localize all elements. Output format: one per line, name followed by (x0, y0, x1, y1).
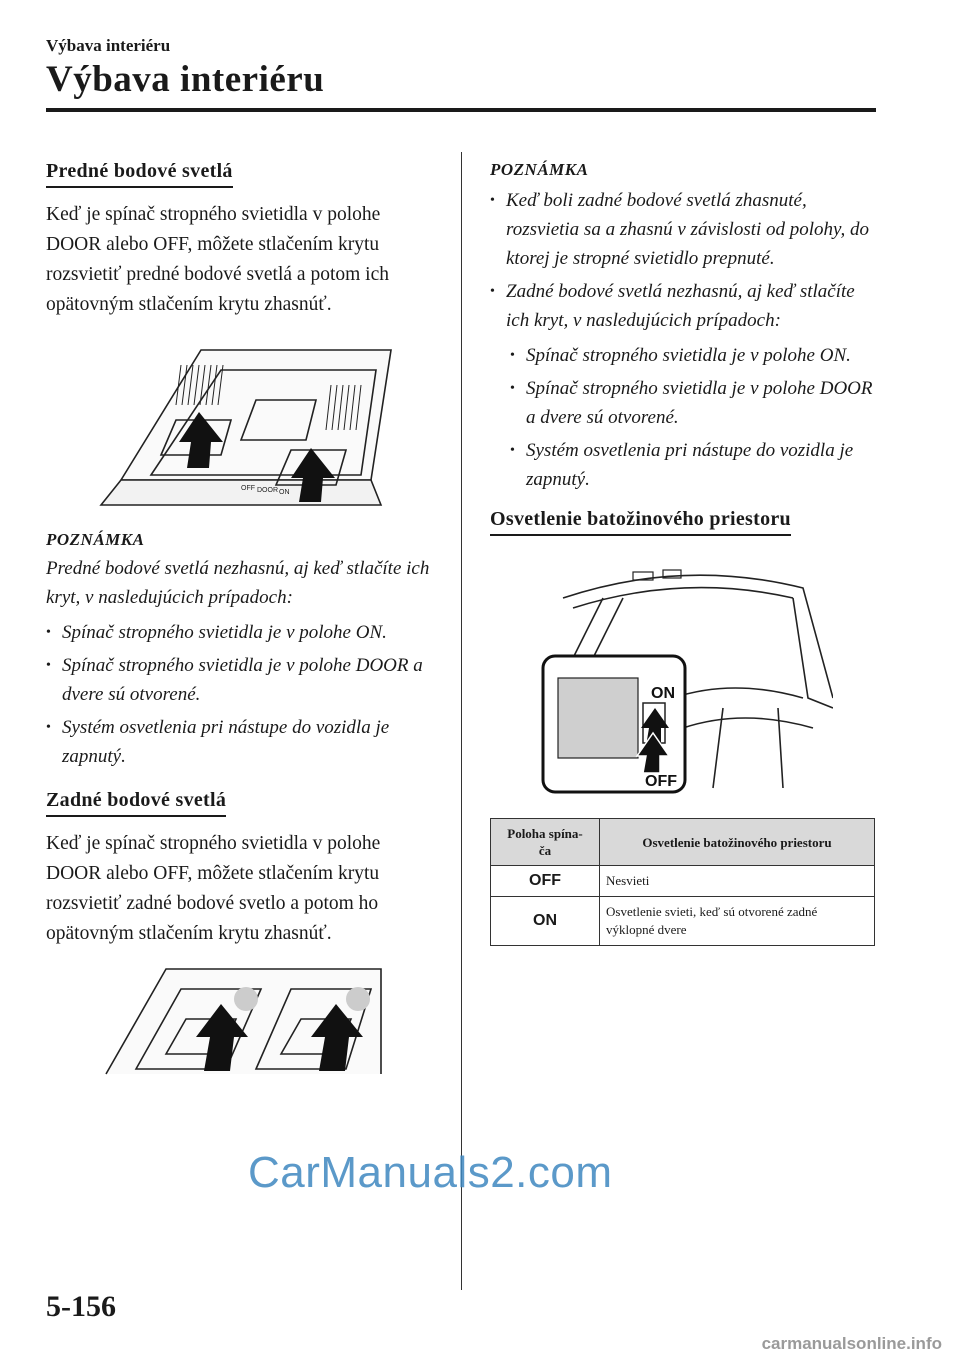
front-spotlight-illustration (81, 330, 401, 520)
watermark-text: CarManuals2.com (248, 1148, 613, 1197)
table-cell-position: OFF (491, 866, 600, 897)
left-note-bullets (46, 618, 436, 771)
cargo-light-illustration (533, 558, 833, 798)
list-item: • Systém osvetlenia pri nástupe do vozidla je zapnutý. (510, 436, 875, 494)
list-item: • Spínač stropného svietidla je v polohe DOOR a dvere sú otvorené. (46, 651, 436, 709)
left-column (46, 160, 436, 1089)
left-note-title: POZNÁMKA (46, 530, 145, 549)
right-note-title: POZNÁMKA (490, 160, 589, 179)
right-note-bullets (490, 186, 875, 335)
table-row (491, 897, 875, 946)
fig-on-label: ON (650, 685, 675, 702)
page-title: Výbava interiéru (46, 59, 325, 100)
page-number: 5-156 (46, 1290, 116, 1323)
right-column (490, 160, 875, 946)
column-divider (461, 152, 462, 1290)
left-note-text: Predné bodové svetlá nezhasnú, aj keď stlačíte ich kryt, v nasledujúcich prípadoch: (46, 558, 430, 608)
right-note-sub-bullets (490, 341, 875, 494)
list-item: • Spínač stropného svietidla je v polohe ON. (46, 618, 436, 647)
table-header-position: Poloha spína- ča (491, 819, 600, 866)
list-item: • Zadné bodové svetlá nezhasnú, aj keď stlačíte ich kryt, v nasledujúcich prípadoch: (490, 277, 875, 335)
fig1-on-label: ON (279, 489, 290, 496)
front-spotlights-heading: Predné bodové svetlá (46, 160, 233, 188)
table-header-row (491, 819, 875, 866)
table-row (491, 866, 875, 897)
list-item: • Spínač stropného svietidla je v polohe ON. (510, 341, 875, 370)
table-cell-position: ON (491, 897, 600, 946)
rear-spotlight-illustration (96, 959, 386, 1079)
list-item: • Spínač stropného svietidla je v polohe DOOR a dvere sú otvorené. (510, 374, 875, 432)
cargo-light-table (490, 818, 875, 946)
header-section-label: Výbava interiéru (46, 36, 171, 55)
table-cell-description: Osvetlenie svieti, keď sú otvorené zadné výklopné dvere (600, 897, 875, 946)
table-cell-description: Nesvieti (600, 866, 875, 897)
front-spotlights-text: Keď je spínač stropného svietidla v polohe DOOR alebo OFF, môžete stlačením krytu rozsvietiť predné bodové svetlá a potom ich opätovným stlačením krytu zhasnúť. (46, 204, 389, 315)
rear-spotlights-heading: Zadné bodové svetlá (46, 789, 226, 817)
fig-off-label: OFF (644, 773, 677, 790)
cargo-light-heading: Osvetlenie batožinového priestoru (490, 508, 791, 536)
table-header-cargo-light: Osvetlenie batožinového priestoru (600, 819, 875, 866)
rear-spotlights-text: Keď je spínač stropného svietidla v polohe DOOR alebo OFF, môžete stlačením krytu rozsvietiť zadné bodové svetlo a potom ho opätovným stlačením krytu zhasnúť. (46, 833, 381, 944)
list-item: • Keď boli zadné bodové svetlá zhasnuté, rozsvietia sa a zhasnú v závislosti od polohy, do ktorej je stropné svietidlo prepnuté. (490, 186, 875, 273)
list-item: • Systém osvetlenia pri nástupe do vozidla je zapnutý. (46, 713, 436, 771)
fig1-off-label: OFF (241, 485, 255, 492)
corner-watermark: carmanualsonline.info (761, 1334, 942, 1353)
header-rule (46, 108, 876, 112)
fig1-door-label: DOOR (257, 487, 278, 494)
